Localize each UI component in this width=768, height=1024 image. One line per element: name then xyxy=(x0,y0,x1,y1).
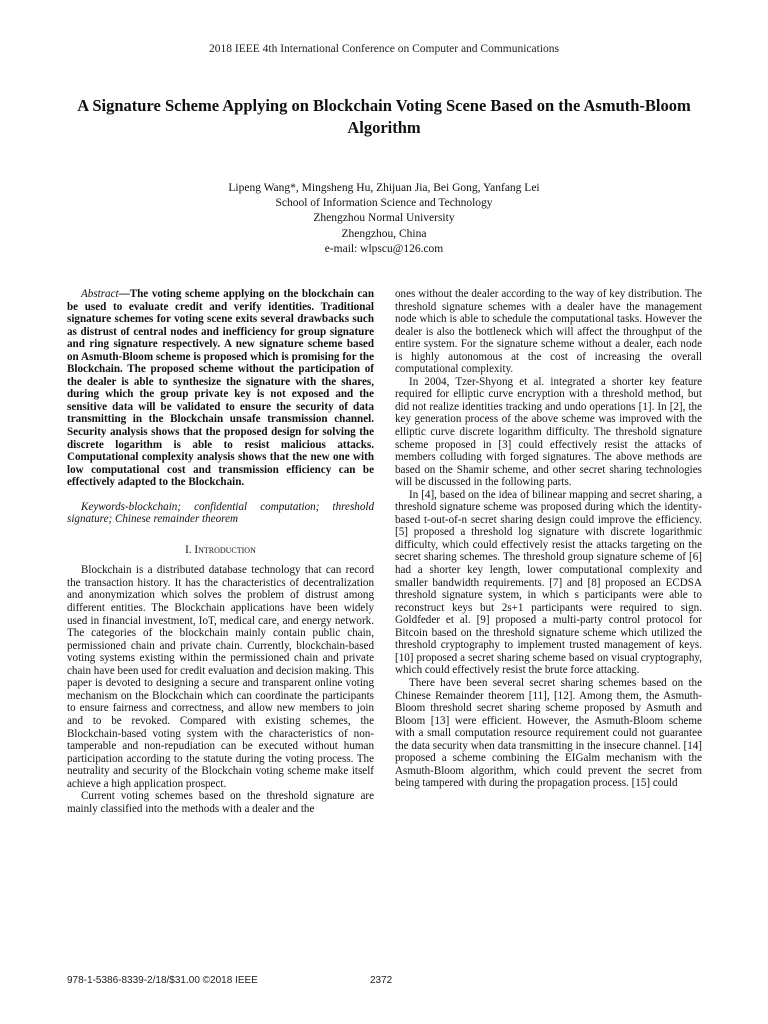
left-column xyxy=(67,288,374,815)
body-paragraph: Blockchain is a distributed database technology that can record the transaction history. It has the characteristics of decentralization and anonymization which solves the problem of distrust among different entities. The Blockchain applications have been widely used in financial investment, IoT, medical care, and energy network. The categories of the blockchain mainly contain public chain, permissioned chain and private chain. Currently, blockchain-based voting systems existing within the permissioned chain and private chain have been used for credit evaluation and decision making. This paper is devoted to designing a secure and transparent online voting mechanism on the Blockchain which can coordinate the participants to ensure fairness and correctness, and allow new members to join and to be revoked. Compared with existing schemes, the Blockchain-based voting system with the characteristics of non-tamperable and non-repudiation can be executed without human participation according to the statute during the voting process. The neutrality and security of the Blockchain voting scheme make itself achieve a high application prospect. xyxy=(67,564,374,790)
affiliation-line: Zhengzhou, China xyxy=(341,227,427,240)
conference-header: 2018 IEEE 4th International Conference on Computer and Communications xyxy=(208,43,560,55)
paper-title: A Signature Scheme Applying on Blockchain Voting Scene Based on the Asmuth-Bloom Algorithm xyxy=(77,96,691,137)
body-paragraph: Current voting schemes based on the threshold signature are mainly classified into the methods with a dealer and the xyxy=(67,790,374,815)
body-paragraph: There have been several secret sharing schemes based on the Chinese Remainder theorem [11], [12]. Among them, the Asmuth-Bloom threshold secret sharing scheme proposed by Asmuth and Bloom [13] were efficient. However, the Asmuth-Bloom scheme with a small computation resource requirement could not guarantee the data security when data transmitting in the insecure channel. [14] proposed a scheme combining the EIGalm mechanism with the Asmuth-Bloom algorithm, which could prevent the secret from being tampered with during the propagation process. [15] could xyxy=(395,676,702,790)
body-paragraph: In [4], based on the idea of bilinear mapping and secret sharing, a threshold signature scheme was proposed during which the identity-based t-out-of-n secret sharing design could improve the efficiency. [5] proposed a threshold log signature with discrete logarithmic difficulty, which could effectively resist the attacks targeting on the secret sharing schemes. The threshold group signature scheme of [6] had a shorter key length, lower computational complexity and smaller bandwidth requirements. [7] and [8] proposed an ECDSA threshold signature system, in which s participants were able to reconstruct keys but 2s+1 participants were required to sign. Goldfeder et al. [9] proposed a multi-party control protocol for Bitcoin based on the threshold signature scheme which utilized the threshold cryptography to implement trusted management of keys. [10] proposed a secret sharing scheme based on visual cryptography, which could effectively resist the brute force attacking. xyxy=(395,488,702,677)
author-names: Lipeng Wang*, Mingsheng Hu, Zhijuan Jia, Bei Gong, Yanfang Lei xyxy=(228,182,540,194)
footer-isbn: 978-1-5386-8339-2/18/$31.00 ©2018 IEEE xyxy=(67,975,258,986)
abstract-label: Abstract xyxy=(81,288,119,300)
author-email: e-mail: wlpscu@126.com xyxy=(324,242,444,255)
affiliation-line: Zhengzhou Normal University xyxy=(313,212,455,225)
abstract xyxy=(67,288,374,489)
body-paragraph: ones without the dealer according to the way of key distribution. The threshold signature schemes with a dealer have the management node which is able to schedule the computational tasks. However the dealer is also the bottleneck which will affect the throughput of the entire system. For the signature scheme without a dealer, each node is highly autonomous at the cost of increasing the overall computational complexity. xyxy=(395,288,702,376)
author-block xyxy=(0,181,768,257)
body-paragraph: In 2004, Tzer-Shyong et al. integrated a shorter key feature required for elliptic curve encryption with a threshold method, but did not realize identities tracking and undo operations [1]. In [2], the key generation process of the above scheme was improved with the elliptic curve discrete logarithm difficulty. The threshold signature scheme proposed in [3] could effectively resist the attacks of members colluding with forged signatures. The above methods are based on the Shamir scheme, and other secret sharing technologies will be discussed in the following parts. xyxy=(395,375,702,489)
abstract-text: —The voting scheme applying on the blockchain can be used to evaluate credit and verify identities. Traditional signature schemes for voting scene exits several drawbacks such as distrust of central nodes and inefficiency for group signature and ring signature respectively. A new signature scheme based on Asmuth-Bloom scheme is proposed which is promising for the Blockchain. The proposed scheme without the participation of the dealer is able to synthesize the signature with the shares, during which the group private key is not exposed and the sensitive data will be validated to ensure the security of data transmitting in the Blockchain unsafe transmission channel. Security analysis shows that the proposed design for solving the discrete logarithm is able to resist malicious attacks. Computational complexity analysis shows that the new one with low computational cost and transmission efficiency can be effectively adapted to the Blockchain. xyxy=(67,288,374,489)
section-heading-introduction: I. Introduction xyxy=(185,543,256,556)
right-column xyxy=(395,288,702,790)
page-number: 2372 xyxy=(370,975,393,986)
keywords: Keywords-blockchain; confidential computation; threshold signature; Chinese remainder theorem xyxy=(67,500,374,526)
affiliation-line: School of Information Science and Technology xyxy=(275,197,493,210)
